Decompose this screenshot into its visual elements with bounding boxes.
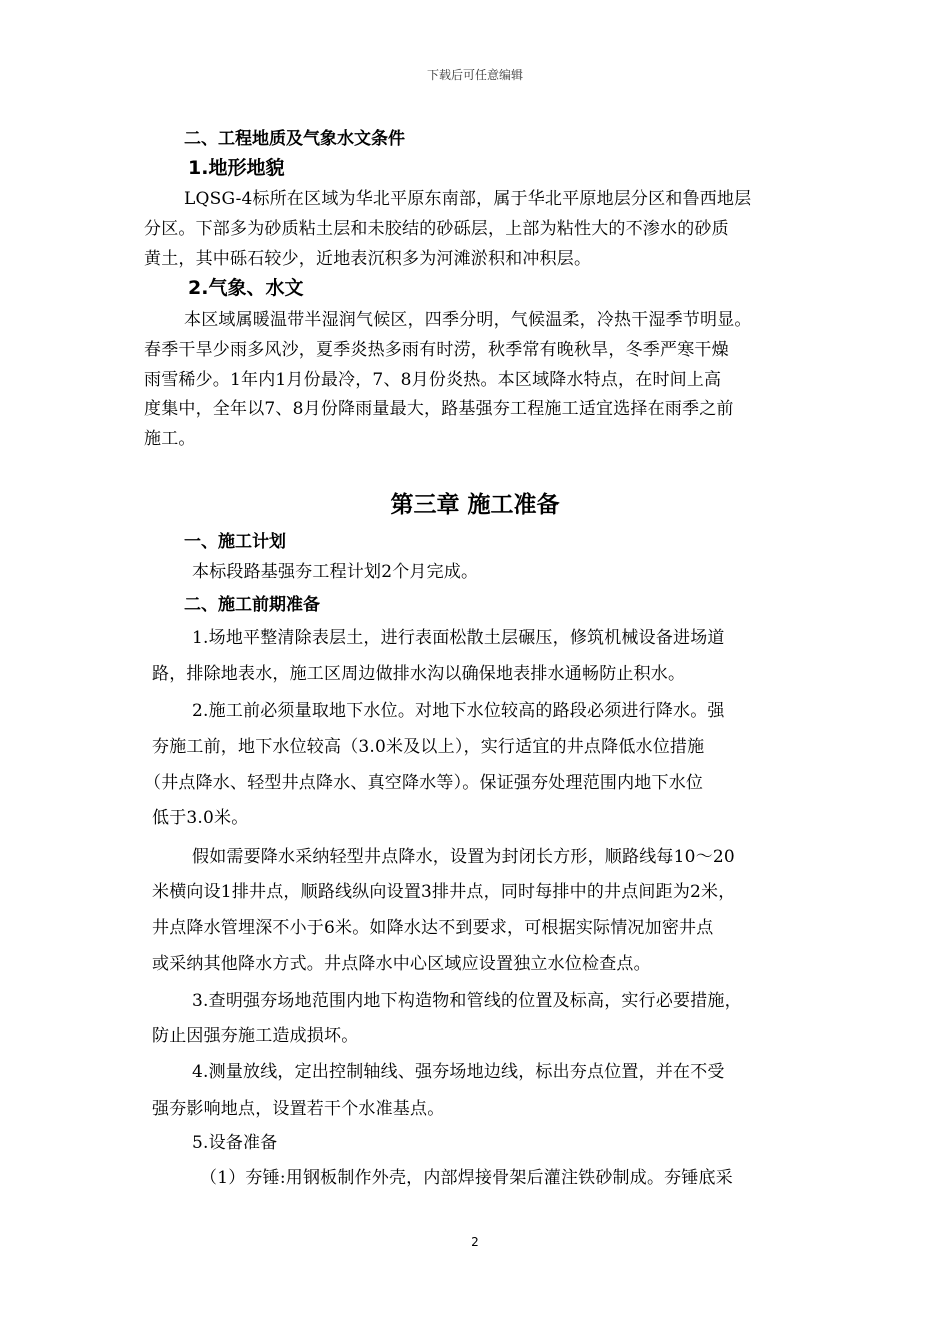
paragraph-line: 或采纳其他降水方式。井点降水中心区域应设置独立水位检查点。 bbox=[152, 954, 651, 974]
paragraph-line: 强夯影响地点，设置若干个水准基点。 bbox=[152, 1099, 445, 1119]
paragraph-line: 井点降水管埋深不小于6米。如降水达不到要求，可根据实际情况加密井点 bbox=[152, 918, 714, 938]
paragraph-line: 假如需要降水采纳轻型井点降水，设置为封闭长方形，顺路线每10～20 bbox=[192, 847, 735, 867]
paragraph-line: 施工。 bbox=[144, 429, 196, 449]
paragraph-line: 5.设备准备 bbox=[192, 1133, 278, 1153]
paragraph-line: 夯施工前，地下水位较高（3.0米及以上），实行适宜的井点降低水位措施 bbox=[152, 737, 705, 757]
header-note: 下载后可任意编辑 bbox=[426, 68, 523, 82]
section-heading-geology: 二、工程地质及气象水文条件 bbox=[184, 129, 405, 149]
paragraph-line: 分区。下部多为砂质粘土层和未胶结的砂砾层，上部为粘性大的不渗水的砂质 bbox=[144, 219, 729, 239]
paragraph-line: （井点降水、轻型井点降水、真空降水等）。保证强夯处理范围内地下水位 bbox=[144, 773, 704, 793]
paragraph-line: 3.查明强夯场地范围内地下构造物和管线的位置及标高，实行必要措施， bbox=[192, 991, 742, 1011]
paragraph-line: 度集中，全年以7、8月份降雨量最大，路基强夯工程施工适宜选择在雨季之前 bbox=[144, 399, 734, 419]
paragraph-line: LQSG-4标所在区域为华北平原东南部，属于华北平原地层分区和鲁西地层 bbox=[184, 189, 752, 209]
page-number: 2 bbox=[471, 1235, 479, 1249]
paragraph-line: 防止因强夯施工造成损坏。 bbox=[152, 1026, 359, 1046]
paragraph-line: 雨雪稀少。1年内1月份最冷，7、8月份炎热。本区域降水特点，在时间上高 bbox=[144, 370, 722, 390]
subheading-terrain: 1.地形地貌 bbox=[188, 157, 285, 179]
paragraph-line: （1）夯锤:用钢板制作外壳，内部焊接骨架后灌注铁砂制成。夯锤底采 bbox=[200, 1168, 733, 1188]
paragraph-line: 2.施工前必须量取地下水位。对地下水位较高的路段必须进行降水。强 bbox=[192, 701, 725, 721]
paragraph-line: 4.测量放线，定出控制轴线、强夯场地边线，标出夯点位置，并在不受 bbox=[192, 1062, 725, 1082]
subheading-climate: 2.气象、水文 bbox=[188, 277, 304, 299]
section-heading-prep: 二、施工前期准备 bbox=[184, 595, 320, 615]
paragraph-line: 1.场地平整清除表层土，进行表面松散土层碾压，修筑机械设备进场道 bbox=[192, 628, 725, 648]
paragraph-line: 黄土，其中砾石较少，近地表沉积多为河滩淤积和冲积层。 bbox=[144, 249, 592, 269]
chapter-title: 第三章 施工准备 bbox=[390, 492, 560, 518]
paragraph-line: 米横向设1排井点，顺路线纵向设置3排井点，同时每排中的井点间距为2米， bbox=[152, 882, 736, 902]
paragraph-line: 路，排除地表水，施工区周边做排水沟以确保地表排水通畅防止积水。 bbox=[152, 664, 686, 684]
paragraph-line: 低于3.0米。 bbox=[152, 808, 249, 828]
paragraph-line: 春季干旱少雨多风沙，夏季炎热多雨有时涝，秋季常有晚秋旱，冬季严寒干燥 bbox=[144, 340, 729, 360]
paragraph-line: 本区域属暖温带半湿润气候区，四季分明，气候温柔，冷热干湿季节明显。 bbox=[184, 310, 752, 330]
section-heading-plan: 一、施工计划 bbox=[184, 532, 286, 552]
paragraph-line: 本标段路基强夯工程计划2个月完成。 bbox=[192, 562, 479, 582]
